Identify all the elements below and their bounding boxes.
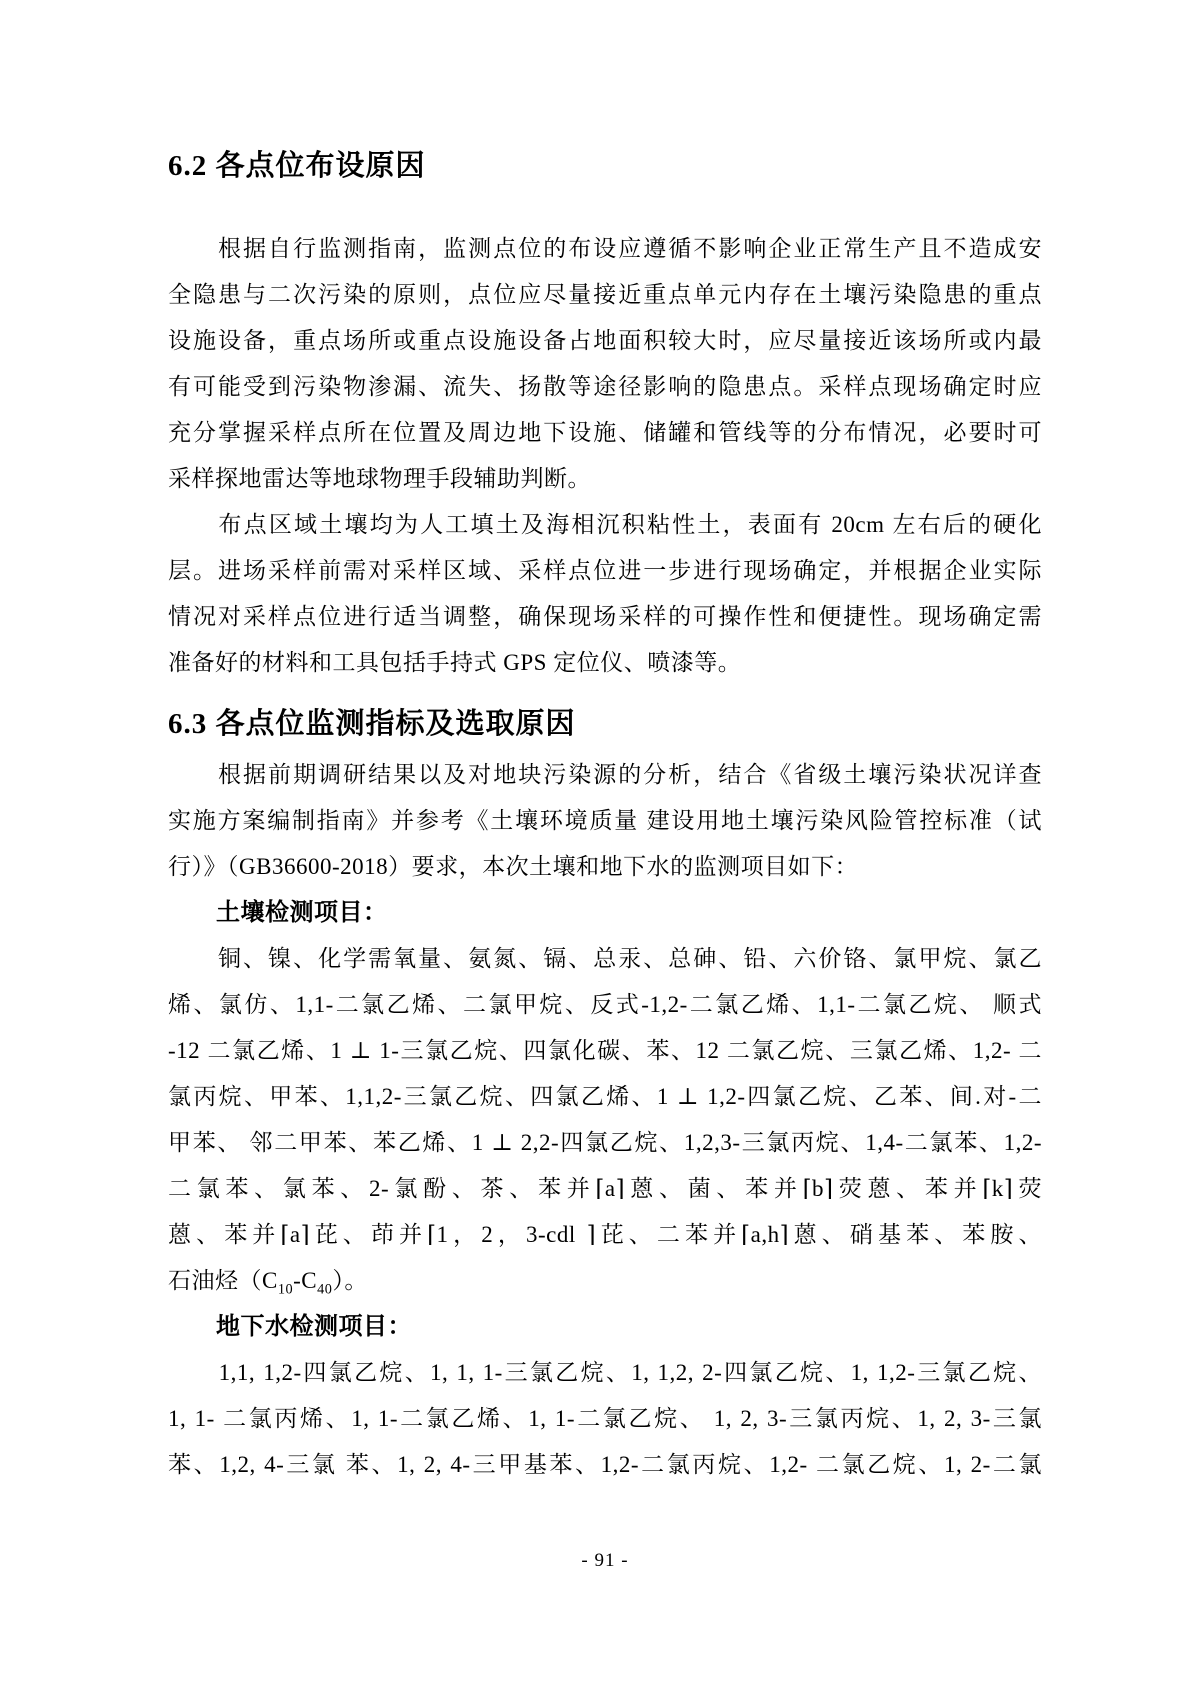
text-line: 采样探地雷达等地球物理手段辅助判断。 (168, 466, 591, 491)
text-line: 准备好的材料和工具包括手持式 GPS 定位仪、喷漆等。 (168, 650, 742, 675)
text-line: 蒽、苯并⌈a⌉芘、茚并⌈1，2，3-cdl ⌉芘、二苯并⌈a,h⌉蒽、硝基苯、苯胺、 (168, 1222, 1042, 1247)
text-line: 情况对采样点位进行适当调整，确保现场采样的可操作性和便捷性。现场确定需 (168, 604, 1042, 629)
text-line: 烯、氯仿、1,1-二氯乙烯、二氯甲烷、反式-1,2-二氯乙烯、1,1-二氯乙烷、 顺式 (168, 992, 1042, 1017)
text-line: 二氯苯、氯苯、2-氯酚、茶、苯并⌈a⌉蒽、菌、苯并⌈b⌉荧蒽、苯并⌈k⌉荧 (168, 1176, 1042, 1201)
text-line: 全隐患与二次污染的原则，点位应尽量接近重点单元内存在土壤污染隐患的重点 (168, 282, 1042, 307)
paragraph-siting-rationale (168, 226, 1042, 502)
text-line: 充分掌握采样点所在位置及周边地下设施、储罐和管线等的分布情况，必要时可 (168, 420, 1042, 445)
page-number: - 91 - (581, 1550, 629, 1571)
paragraph-groundwater-test-items (168, 1350, 1042, 1488)
section-heading-6-3: 6.3 各点位监测指标及选取原因 (168, 708, 576, 740)
section-heading-6-2: 6.2 各点位布设原因 (168, 150, 426, 182)
text-line: 实施方案编制指南》并参考《土壤环境质量 建设用地土壤污染风险管控标准（试 (168, 808, 1042, 833)
subheading-soil-test-items: 土壤检测项目： (216, 900, 388, 926)
text-line: 甲苯、 邻二甲苯、苯乙烯、1 ⊥ 2,2-四氯乙烷、1,2,3-三氯丙烷、1,4-二氯苯、1,2- (168, 1130, 1042, 1155)
text-line: -12 二氯乙烯、1 ⊥ 1-三氯乙烷、四氯化碳、苯、12 二氯乙烷、三氯乙烯、1,2- 二 (168, 1038, 1042, 1063)
text-line: 1,1, 1,2-四氯乙烷、1, 1, 1-三氯乙烷、1, 1,2, 2-四氯乙烷、1, 1,2-三氯乙烷、 (168, 1360, 1042, 1385)
text-line: 氯丙烷、甲苯、1,1,2-三氯乙烷、四氯乙烯、1 ⊥ 1,2-四氯乙烷、乙苯、间.对-二 (168, 1084, 1042, 1109)
text-line: 铜、镍、化学需氧量、氨氮、镉、总汞、总砷、铅、六价铬、氯甲烷、氯乙 (168, 946, 1042, 971)
text-line: 根据前期调研结果以及对地块污染源的分析，结合《省级土壤污染状况详查 (168, 762, 1042, 787)
subheading-groundwater-test-items: 地下水检测项目： (216, 1314, 412, 1340)
text-line: 苯、1,2, 4-三氯 苯、1, 2, 4-三甲基苯、1,2-二氯丙烷、1,2- 二氯乙烷、1, 2-二氯 (168, 1452, 1042, 1477)
text-line: 设施设备，重点场所或重点设施设备占地面积较大时，应尽量接近该场所或内最 (168, 328, 1042, 353)
paragraph-monitoring-basis (168, 752, 1042, 890)
paragraph-soil-test-items (168, 936, 1042, 1304)
text-line: 根据自行监测指南，监测点位的布设应遵循不影响企业正常生产且不造成安 (168, 236, 1042, 261)
text-line: 石油烃$(C_{10}-C_{40})$。 (168, 1268, 368, 1298)
text-line: 1, 1- 二氯丙烯、1, 1-二氯乙烯、1, 1-二氯乙烷、 1, 2, 3-三氯丙烷、1, 2, 3-三氯 (168, 1406, 1042, 1431)
text-line: 层。进场采样前需对采样区域、采样点位进一步进行现场确定，并根据企业实际 (168, 558, 1042, 583)
text-line: 行）》（GB36600-2018）要求，本次土壤和地下水的监测项目如下： (168, 854, 859, 879)
text-line: 布点区域土壤均为人工填土及海相沉积粘性土，表面有 20cm 左右后的硬化 (168, 512, 1042, 537)
text-line: 有可能受到污染物渗漏、流失、扬散等途径影响的隐患点。采样点现场确定时应 (168, 374, 1042, 399)
paragraph-soil-condition (168, 502, 1042, 686)
